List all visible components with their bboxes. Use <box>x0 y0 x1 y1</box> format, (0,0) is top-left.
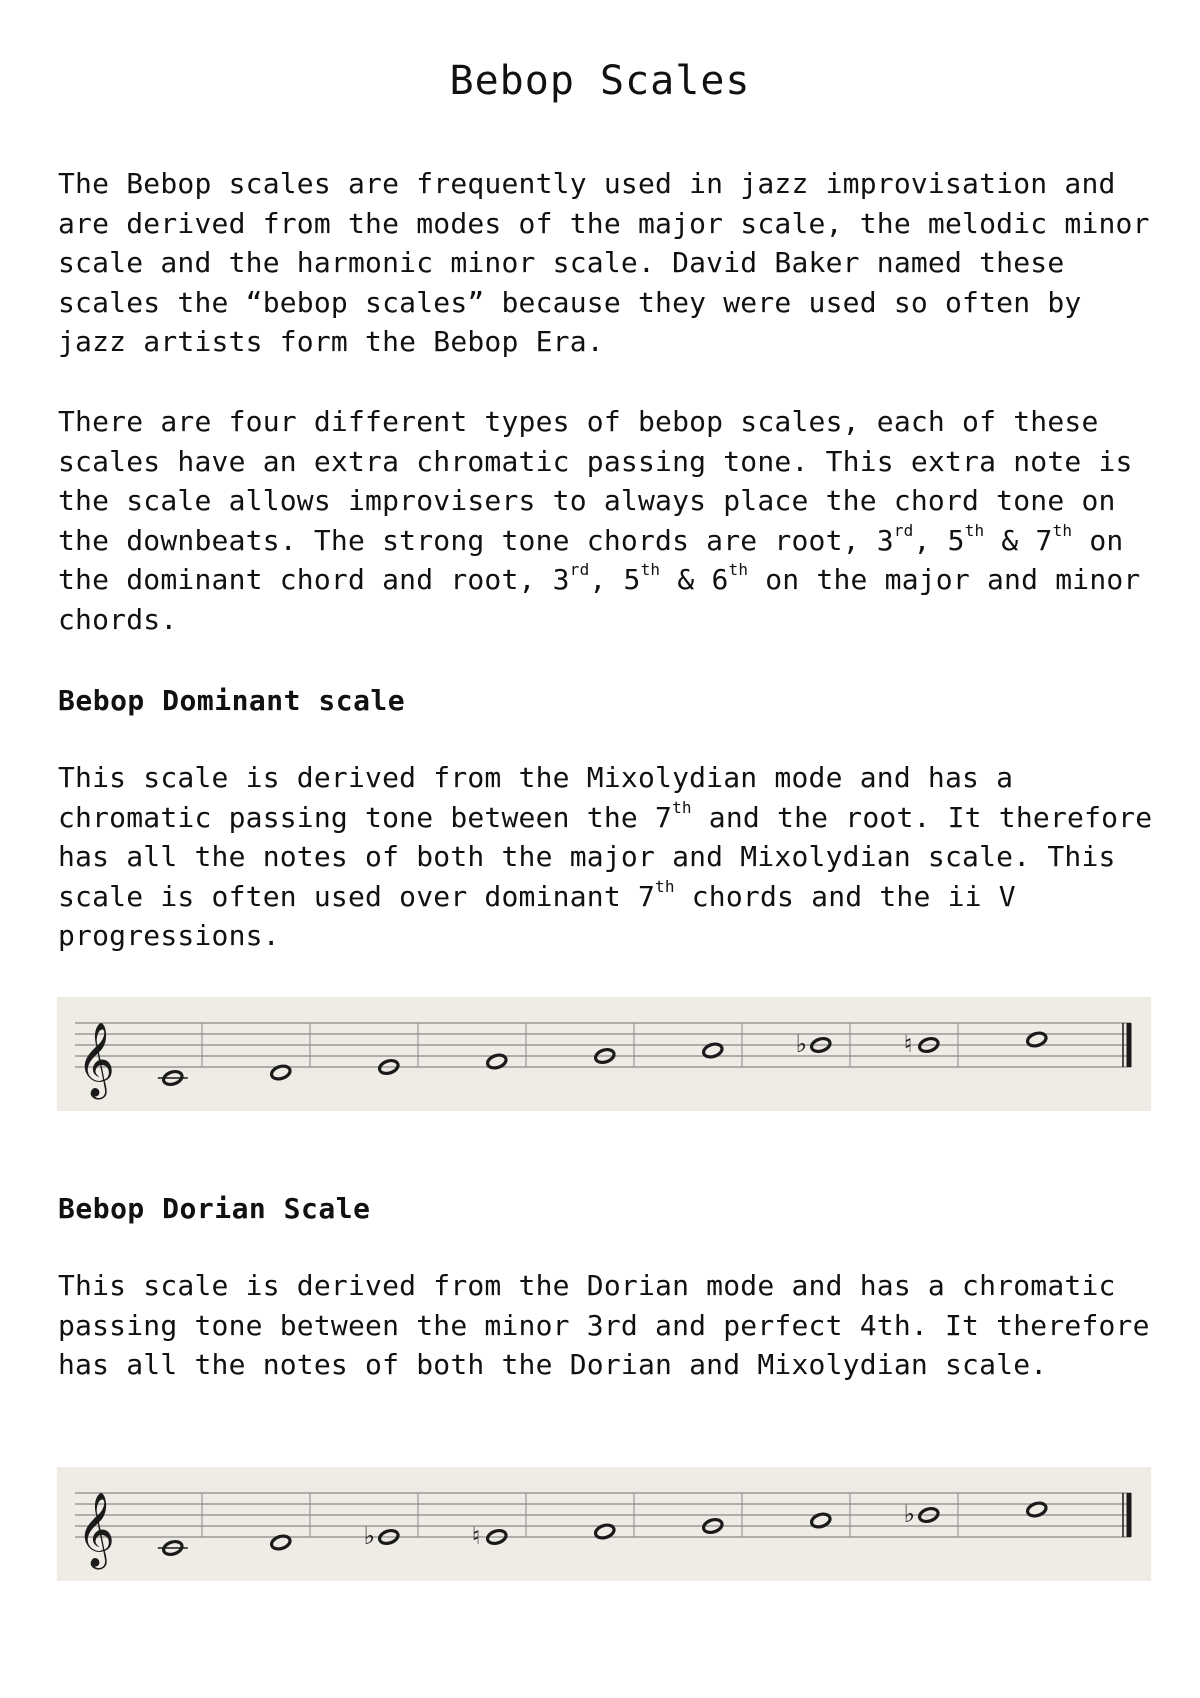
bebop-dorian-staff <box>57 1467 1151 1581</box>
intro-paragraph-2 <box>58 402 1158 639</box>
superscript-th: th <box>964 520 985 540</box>
superscript-th: th <box>672 797 692 817</box>
dominant-text: and the root. It therefore has all the notes of both the major and Mixolydian scale. This scale is often used over dominant 7 <box>58 800 1153 913</box>
flat-accidental-icon: ♭ <box>795 1030 808 1058</box>
dominant-text: chords and the ii V progressions. <box>58 879 1016 952</box>
page-title: Bebop Scales <box>449 58 751 104</box>
dorian-paragraph: This scale is derived from the Dorian mode and has a chromatic passing tone between the minor 3rd and perfect 4th. It therefore has all the notes of both the Dorian and Mixolydian scale. <box>58 1269 1150 1381</box>
flat-accidental-icon: ♭ <box>363 1522 376 1550</box>
superscript-rd: rd <box>893 520 914 540</box>
dominant-text: This scale is derived from the Mixolydian mode and has a chromatic passing tone between the 7 <box>58 761 1014 834</box>
treble-clef-icon: 𝄞 <box>77 1023 115 1097</box>
superscript-th: th <box>655 876 675 896</box>
superscript-th: th <box>1052 520 1073 540</box>
intro-p2-text: on the major and minor chords. <box>58 563 1141 636</box>
dominant-paragraph <box>58 758 1158 956</box>
superscript-th: th <box>640 560 661 579</box>
intro-p2-text: on the dominant chord and root, 3 <box>58 523 1124 596</box>
bebop-dorian-notation <box>57 1467 1151 1581</box>
natural-accidental-icon: ♮ <box>903 1030 913 1058</box>
bebop-dominant-staff <box>57 997 1151 1111</box>
bebop-dominant-notation <box>57 997 1151 1111</box>
intro-paragraph-1: The Bebop scales are frequently used in jazz improvisation and are derived from the modes of the major scale, the melodic minor scale and the harmonic minor scale. David Baker named these scales the “bebop scales” because they were used so often by jazz artists form the Bebop Era. <box>58 167 1150 358</box>
flat-accidental-icon: ♭ <box>903 1500 916 1528</box>
intro-p2-text: & 6 <box>660 563 729 596</box>
section-heading-bebop-dorian: Bebop Dorian Scale <box>58 1192 371 1225</box>
intro-p2-text: There are four different types of bebop scales, each of these scales have an extra chromatic passing tone. This extra note is the scale allows improvisers to always place the chord tone on the downbeats. The strong tone chords are root, 3 <box>58 405 1133 557</box>
natural-accidental-icon: ♮ <box>471 1522 481 1550</box>
intro-p2-text: , 5 <box>913 523 965 557</box>
treble-clef-icon: 𝄞 <box>77 1493 115 1567</box>
superscript-rd: rd <box>569 560 590 579</box>
intro-p2-text: & 7 <box>984 523 1053 557</box>
intro-p2-text: , 5 <box>589 563 641 596</box>
superscript-th: th <box>728 560 749 579</box>
section-heading-bebop-dominant: Bebop Dominant scale <box>58 684 406 717</box>
